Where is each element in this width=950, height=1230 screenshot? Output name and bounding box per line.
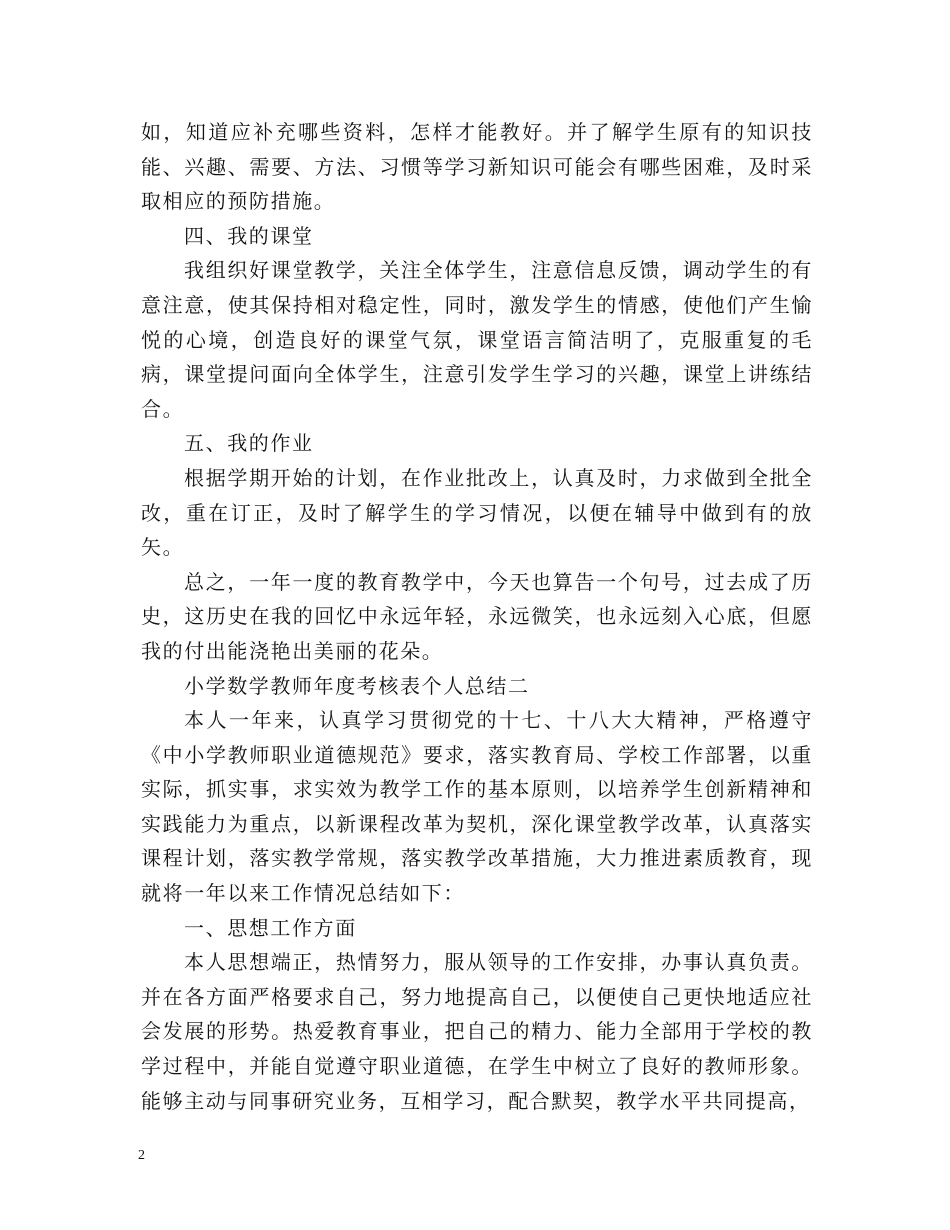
page-number: 2 [138, 1148, 145, 1163]
paragraph: 如，知道应补充哪些资料，怎样才能教好。并了解学生原有的知识技能、兴趣、需要、方法、习惯等学习新知识可能会有哪些困难，及时采取相应的预防措施。 [141, 120, 813, 214]
paragraph: 本人一年来，认真学习贯彻党的十七、十八大大精神，严格遵守《中小学教师职业道德规范》要求，落实教育局、学校工作部署，以重实际，抓实事，求实效为教学工作的基本原则，以培养学生创新精神和实践能力为重点，以新课程改革为契机，深化课堂教学改革，认真落实课程计划，落实教学常规，落实教学改革措施，大力推进素质教育，现就将一年以来工作情况总结如下： [141, 708, 813, 906]
paragraph: 本人思想端正，热情努力，服从领导的工作安排，办事认真负责。并在各方面严格要求自己，努力地提高自己，以便使自己更快地适应社会发展的形势。热爱教育事业，把自己的精力、能力全部用于学校的教学过程中，并能自觉遵守职业道德，在学生中树立了良好的教师形象。能够主动与同事研究业务，互相学习，配合默契，教学水平共同提高， [141, 950, 813, 1113]
paragraph: 我组织好课堂教学，关注全体学生，注意信息反馈，调动学生的有意注意，使其保持相对稳定性，同时，激发学生的情感，使他们产生愉悦的心境，创造良好的课堂气氛，课堂语言简洁明了，克服重复的毛病，课堂提问面向全体学生，注意引发学生学习的兴趣，课堂上讲练结合。 [141, 258, 813, 421]
section-heading: 一、思想工作方面 [184, 915, 357, 940]
section-heading: 四、我的课堂 [184, 223, 314, 248]
paragraph: 总之，一年一度的教育教学中，今天也算告一个句号，过去成了历史，这历史在我的回忆中永远年轻，永远微笑，也永远刻入心底，但愿我的付出能浇艳出美丽的花朵。 [141, 569, 813, 663]
document-body [141, 115, 813, 1118]
document-subtitle: 小学数学教师年度考核表个人总结二 [184, 673, 530, 698]
section-heading: 五、我的作业 [184, 431, 314, 456]
paragraph: 根据学期开始的计划，在作业批改上，认真及时，力求做到全批全改，重在订正，及时了解学生的学习情况，以便在辅导中做到有的放矢。 [141, 465, 813, 560]
